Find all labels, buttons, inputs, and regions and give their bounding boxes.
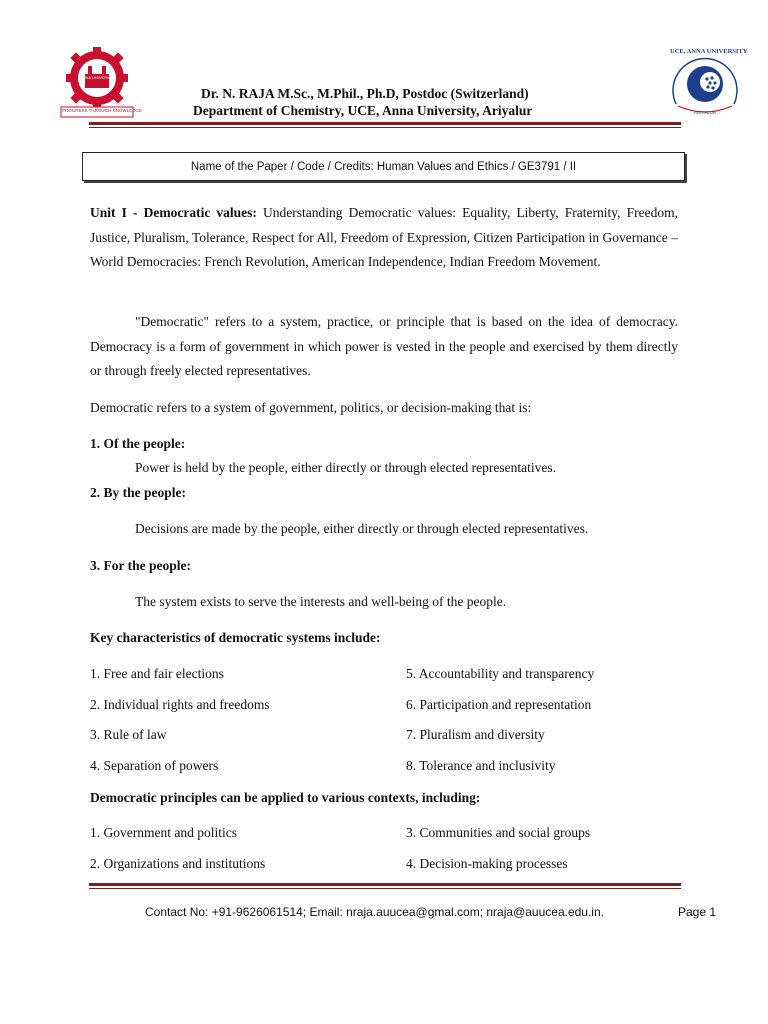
logo-left-text: ANNA UNIVERSITY	[80, 75, 117, 80]
list-item: 3. Communities and social groups	[406, 825, 591, 840]
logo-right-arc-text: UCE, ANNA UNIVERSITY	[670, 48, 748, 55]
footer-rule-thin	[89, 888, 681, 889]
header-rule-thin	[89, 127, 681, 128]
principles-heading: Democratic principles can be applied to various contexts, including:	[90, 790, 481, 805]
unit-paragraph	[90, 201, 678, 275]
footer-rule-thick	[89, 883, 681, 886]
list-item: 4. Separation of powers	[90, 758, 219, 773]
refers-line: Democratic refers to a system of government, politics, or decision-making that is:	[90, 400, 532, 415]
logo-left-motto: PROGRESS THROUGH KNOWLEDGE	[62, 108, 142, 113]
unit-heading: Unit I - Democratic values:	[90, 205, 257, 220]
list-item: 4. Decision-making processes	[406, 856, 568, 871]
point-title: 1. Of the people:	[90, 436, 186, 451]
list-item: 2. Organizations and institutions	[90, 856, 266, 871]
list-item: 1. Free and fair elections	[90, 666, 224, 681]
intro-paragraph: "Democratic" refers to a system, practice, or principle that is based on the idea of democracy. Democracy is a form of government in which power is vested in the people and exercised by them directly or through freely elected representatives.	[90, 314, 678, 378]
logo-right-sub-text: ARIYALUR	[693, 110, 717, 115]
paper-info-box: Name of the Paper / Code / Credits: Human Values and Ethics / GE3791 / II	[82, 152, 685, 181]
unit-text: Understanding Democratic values: Equality, Liberty, Fraternity, Freedom, Justice, Pluralism, Tolerance, Respect for All, Freedom of Expression, Citizen Participation in Governance – World Democracies: French Revolution, American Independence, Indian Freedom Movement.	[90, 205, 678, 269]
department-line: Department of Chemistry, UCE, Anna University, Ariyalur	[193, 103, 533, 118]
point-desc: The system exists to serve the interests and well-being of the people.	[135, 594, 507, 609]
point-title: 3. For the people:	[90, 558, 191, 573]
list-item: 1. Government and politics	[90, 825, 237, 840]
university-logo-left	[58, 44, 142, 120]
point-desc: Decisions are made by the people, either directly or through elected representatives.	[135, 521, 589, 536]
list-item: 5. Accountability and transparency	[406, 666, 595, 681]
footer-contact: Contact No: +91-9626061514; Email: nraja.auucea@gmal.com; nraja@auucea.edu.in.	[145, 905, 604, 919]
list-item: 7. Pluralism and diversity	[406, 727, 545, 742]
list-item: 6. Participation and representation	[406, 697, 592, 712]
header-rule-thick	[89, 122, 681, 125]
characteristics-heading: Key characteristics of democratic systems include:	[90, 630, 381, 645]
list-item: 8. Tolerance and inclusivity	[406, 758, 556, 773]
list-item: 3. Rule of law	[90, 727, 167, 742]
point-title: 2. By the people:	[90, 485, 186, 500]
point-desc: Power is held by the people, either directly or through elected representatives.	[135, 460, 556, 475]
page-number: Page 1	[678, 905, 717, 919]
author-name-line: Dr. N. RAJA M.Sc., M.Phil., Ph.D, Postdoc (Switzerland)	[201, 86, 529, 101]
list-item: 2. Individual rights and freedoms	[90, 697, 270, 712]
university-logo-right	[664, 48, 746, 122]
